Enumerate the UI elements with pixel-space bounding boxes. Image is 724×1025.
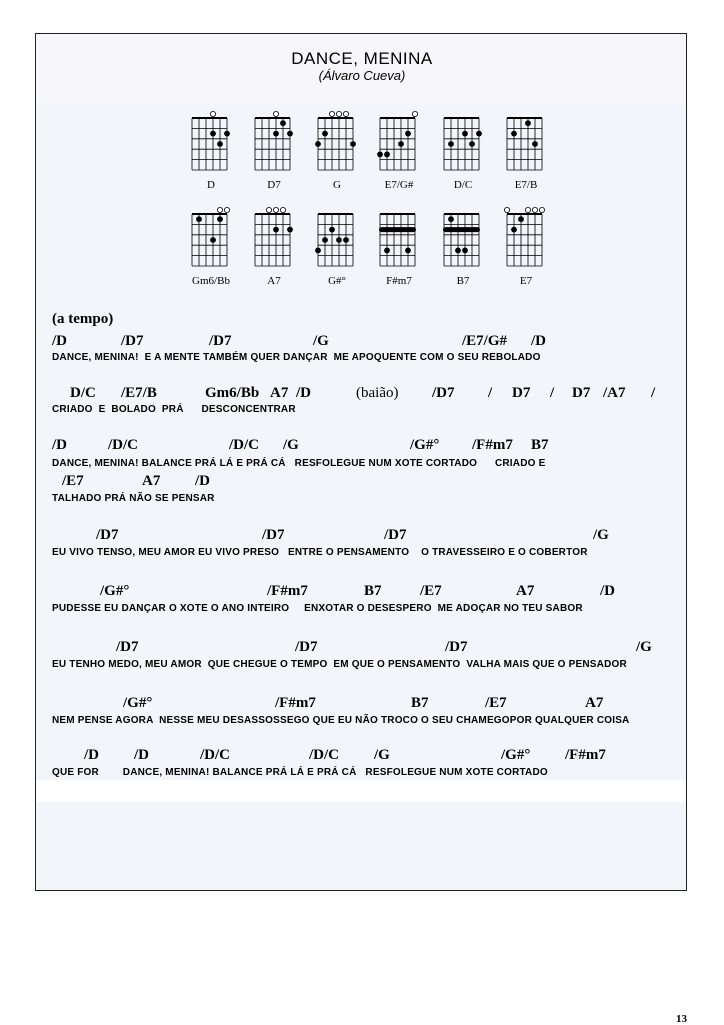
chord-symbol: /D <box>84 747 99 763</box>
chord-fretboard <box>192 214 230 268</box>
chord-symbol: /D <box>195 473 210 489</box>
chord-diagram <box>255 214 293 286</box>
finger-dot <box>217 141 223 147</box>
open-string-mark <box>343 111 348 116</box>
chord-diagram-name: E7 <box>519 275 533 287</box>
chord-symbol: /E7/G# <box>462 333 508 349</box>
finger-dot <box>476 131 482 137</box>
chord-diagram-name: D <box>207 179 215 191</box>
finger-dot <box>273 227 279 233</box>
chord-symbol: /F#m7 <box>267 583 308 599</box>
chord-symbol: /D7 <box>445 639 468 655</box>
finger-dot <box>287 227 293 233</box>
finger-dot <box>315 141 321 147</box>
open-string-mark <box>336 111 341 116</box>
chord-symbol: /G#° <box>501 747 531 763</box>
chord-symbol: /D <box>134 747 149 763</box>
finger-dot <box>455 248 461 254</box>
finger-dot <box>217 216 223 222</box>
finger-dot <box>350 141 356 147</box>
finger-dot <box>384 152 390 158</box>
chord-symbol: D7 <box>572 385 591 401</box>
lyric-line: EU VIVO TENSO, MEU AMOR EU VIVO PRESO ENTRE O PENSAMENTO O TRAVESSEIRO E O COBERTOR <box>52 547 588 558</box>
open-string-mark <box>412 111 417 116</box>
chord-symbol: D/C <box>70 385 96 401</box>
open-string-mark <box>273 111 278 116</box>
finger-dot <box>384 248 390 254</box>
chord-symbol: /D/C <box>200 747 230 763</box>
chord-diagram-name: G <box>333 179 341 191</box>
finger-dot <box>518 216 524 222</box>
chord-symbol: / <box>550 385 555 401</box>
chord-symbol: /D7 <box>121 333 144 349</box>
chord-symbol: /G#° <box>100 583 130 599</box>
chord-symbol: /D7 <box>432 385 455 401</box>
finger-dot <box>322 131 328 137</box>
finger-dot <box>273 131 279 137</box>
open-string-mark <box>329 111 334 116</box>
open-string-mark <box>504 207 509 212</box>
finger-dot <box>405 248 411 254</box>
chord-symbol: /G <box>313 333 329 349</box>
open-string-mark <box>266 207 271 212</box>
finger-dot <box>287 131 293 137</box>
chord-symbol: /D <box>296 385 311 401</box>
page-number: 13 <box>676 1013 687 1025</box>
open-string-mark <box>210 111 215 116</box>
lyric-line: NEM PENSE AGORA NESSE MEU DESASSOSSEGO QUE EU NÃO TROCO O SEU CHAMEGOPOR QUALQUER COISA <box>52 715 630 726</box>
finger-dot <box>462 131 468 137</box>
chord-symbol: /G#° <box>410 437 440 453</box>
chord-symbol: /E7 <box>485 695 507 711</box>
finger-dot <box>329 227 335 233</box>
finger-dot <box>224 131 230 137</box>
finger-dot <box>210 131 216 137</box>
chord-fretboard <box>380 118 418 172</box>
chord-diagram <box>380 118 418 190</box>
open-string-mark <box>532 207 537 212</box>
footer-gap <box>36 780 686 802</box>
chord-diagram <box>318 214 356 286</box>
chord-symbol: /E7 <box>62 473 84 489</box>
chord-fretboard <box>192 118 230 172</box>
chord-diagram-name: F#m7 <box>386 275 412 287</box>
finger-dot <box>343 237 349 243</box>
finger-dot <box>336 237 342 243</box>
lyric-line: EU TENHO MEDO, MEU AMOR QUE CHEGUE O TEMPO EM QUE O PENSAMENTO VALHA MAIS QUE O PENSADOR <box>52 659 627 670</box>
chord-symbol: /E7 <box>420 583 442 599</box>
chord-fretboard <box>255 118 293 172</box>
finger-dot <box>448 141 454 147</box>
finger-dot <box>377 152 383 158</box>
chord-fretboard <box>507 214 545 268</box>
chord-diagram <box>380 214 418 286</box>
finger-dot <box>511 227 517 233</box>
lyric-line: QUE FOR DANCE, MENINA! BALANCE PRÁ LÁ E PRÁ CÁ RESFOLEGUE NUM XOTE CORTADO <box>52 767 548 778</box>
open-string-mark <box>539 207 544 212</box>
chord-symbol: /D7 <box>295 639 318 655</box>
chord-diagram <box>507 214 545 286</box>
song-title: DANCE, MENINA <box>291 49 433 68</box>
chord-symbol: (baião) <box>356 385 399 401</box>
chord-symbol: /G <box>636 639 652 655</box>
finger-dot <box>315 248 321 254</box>
open-string-mark <box>224 207 229 212</box>
finger-dot <box>280 120 286 126</box>
barre-mark <box>443 227 480 232</box>
chord-diagram <box>444 214 482 286</box>
barre-mark <box>379 227 416 232</box>
chord-fretboard <box>444 118 482 172</box>
chord-diagram-name: G#° <box>328 275 346 287</box>
finger-dot <box>511 131 517 137</box>
chord-symbol: D7 <box>512 385 531 401</box>
chord-symbol: A7 <box>270 385 289 401</box>
chord-symbol: /F#m7 <box>565 747 606 763</box>
chord-fretboard <box>318 118 356 172</box>
chord-symbol: Gm6/Bb <box>205 385 260 401</box>
chord-symbol: /D/C <box>309 747 339 763</box>
chord-diagram <box>255 118 293 190</box>
song-author: (Álvaro Cueva) <box>318 68 406 83</box>
open-string-mark <box>280 207 285 212</box>
finger-dot <box>532 141 538 147</box>
chord-symbol: / <box>651 385 656 401</box>
chord-fretboard <box>380 214 418 268</box>
finger-dot <box>322 237 328 243</box>
chord-diagram <box>192 214 230 286</box>
finger-dot <box>448 216 454 222</box>
chord-symbol: B7 <box>531 437 549 453</box>
finger-dot <box>398 141 404 147</box>
lyric-line: DANCE, MENINA! E A MENTE TAMBÉM QUER DANÇAR ME APOQUENTE COM O SEU REBOLADO <box>52 352 541 363</box>
chord-diagram-name: D/C <box>453 179 473 191</box>
chord-symbol: /D <box>600 583 615 599</box>
chord-symbol: A7 <box>516 583 535 599</box>
finger-dot <box>469 141 475 147</box>
chord-symbol: /D <box>531 333 546 349</box>
lyric-line: TALHADO PRÁ NÃO SE PENSAR <box>52 493 215 504</box>
lyric-line: CRIADO E BOLADO PRÁ DESCONCENTRAR <box>52 404 296 415</box>
chord-symbol: /E7/B <box>121 385 157 401</box>
finger-dot <box>405 131 411 137</box>
chord-symbol: /D7 <box>262 527 285 543</box>
open-string-mark <box>273 207 278 212</box>
chord-diagram-name: E7/B <box>514 179 538 191</box>
chord-symbol: /D <box>52 333 67 349</box>
chord-symbol: /G <box>283 437 299 453</box>
chord-symbol: B7 <box>364 583 382 599</box>
chord-symbol: /F#m7 <box>275 695 316 711</box>
chord-symbol: /D <box>52 437 67 453</box>
lyric-line: PUDESSE EU DANÇAR O XOTE O ANO INTEIRO ENXOTAR O DESESPERO ME ADOÇAR NO TEU SABOR <box>52 603 583 614</box>
chord-symbol: A7 <box>585 695 604 711</box>
chord-symbol: /F#m7 <box>472 437 513 453</box>
chord-diagram-name: Gm6/Bb <box>192 275 230 287</box>
chord-symbol: /A7 <box>603 385 626 401</box>
chord-symbol: /D7 <box>384 527 407 543</box>
chord-symbol: /G <box>593 527 609 543</box>
chord-symbol: / <box>488 385 493 401</box>
chord-symbol: /D/C <box>108 437 138 453</box>
intro-marker: (a tempo) <box>52 311 114 327</box>
open-string-mark <box>217 207 222 212</box>
finger-dot <box>196 216 202 222</box>
chord-diagram <box>444 118 482 190</box>
finger-dot <box>462 248 468 254</box>
chord-diagram <box>192 118 230 190</box>
chord-diagram-name: D7 <box>267 179 281 191</box>
open-string-mark <box>525 207 530 212</box>
chord-symbol: /D7 <box>209 333 232 349</box>
chord-symbol: /D7 <box>96 527 119 543</box>
chord-fretboard <box>318 214 356 268</box>
chord-symbol: /G#° <box>123 695 153 711</box>
chord-diagram-name: B7 <box>456 275 470 287</box>
chord-symbol: /D7 <box>116 639 139 655</box>
chord-symbol: B7 <box>411 695 429 711</box>
chord-fretboard <box>507 118 545 172</box>
chord-diagram-name: E7/G# <box>384 179 414 191</box>
lyric-line: DANCE, MENINA! BALANCE PRÁ LÁ E PRÁ CÁ RESFOLEGUE NUM XOTE CORTADO CRIADO E <box>52 458 546 469</box>
chord-symbol: A7 <box>142 473 161 489</box>
chord-diagram <box>318 118 356 190</box>
chord-symbol: /D/C <box>229 437 259 453</box>
chord-diagram-name: A7 <box>267 275 281 287</box>
chord-fretboard <box>255 214 293 268</box>
finger-dot <box>210 237 216 243</box>
chord-symbol: /G <box>374 747 390 763</box>
chord-fretboard <box>444 214 482 268</box>
finger-dot <box>525 120 531 126</box>
chord-diagram <box>507 118 545 190</box>
